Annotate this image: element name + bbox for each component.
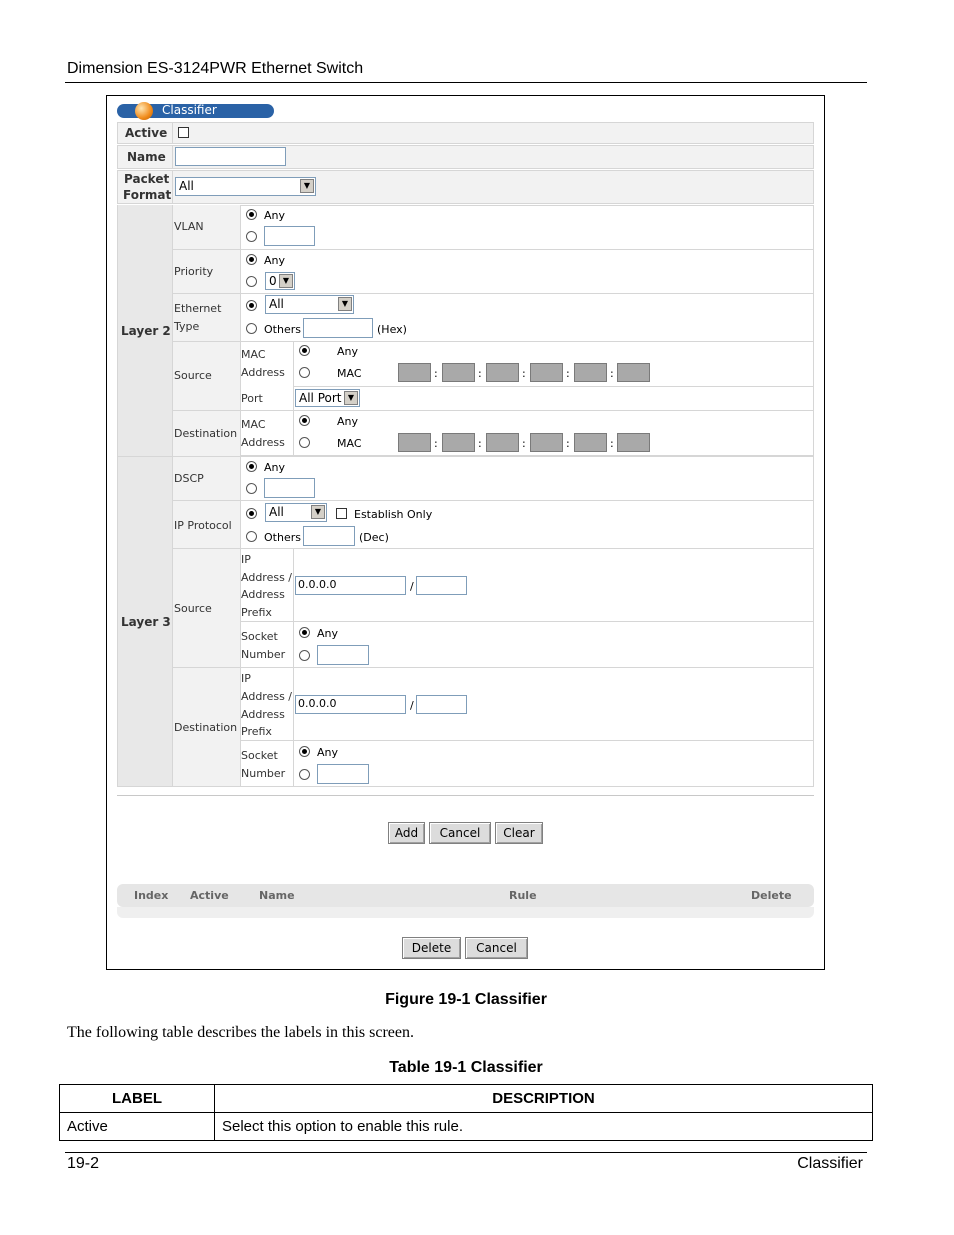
ip-protocol-value: All: [269, 505, 284, 519]
packet-format-label-1: Packet: [124, 172, 170, 186]
vlan-input[interactable]: [264, 226, 315, 246]
l2-source-mac-octet[interactable]: [486, 363, 519, 382]
packet-format-label-2: Format: [123, 188, 172, 202]
vlan-any-radio[interactable]: [246, 209, 257, 220]
packet-format-value: All: [179, 179, 194, 193]
ethernet-type-label-1: Ethernet: [174, 302, 222, 315]
l3-source-label: Source: [174, 602, 212, 615]
rule-list-body: [117, 907, 814, 918]
ip-protocol-select[interactable]: [265, 503, 327, 522]
priority-label: Priority: [174, 265, 214, 278]
col-rule: Rule: [509, 889, 537, 902]
screen-title: Classifier: [162, 103, 217, 117]
active-row: [117, 122, 814, 144]
priority-select[interactable]: [265, 272, 295, 290]
table-header-label: LABEL: [60, 1085, 215, 1113]
ip-protocol-dec-label: (Dec): [359, 531, 389, 544]
mac-separator: :: [566, 437, 570, 450]
vlan-value-radio[interactable]: [246, 231, 257, 242]
l2-destination-mac-octet[interactable]: [574, 433, 607, 452]
l3-destination-socket-value-radio[interactable]: [299, 769, 310, 780]
l2-source-any-label: Any: [337, 345, 359, 358]
l2-source-mac-radio[interactable]: [299, 367, 310, 378]
ethernet-type-hex-label: (Hex): [377, 323, 407, 336]
divider: [241, 621, 813, 622]
table-header-row: [60, 1085, 873, 1113]
l2-source-mac-octet[interactable]: [398, 363, 431, 382]
active-checkbox[interactable]: [178, 127, 189, 138]
priority-any-radio[interactable]: [246, 254, 257, 265]
divider: [173, 500, 813, 501]
divider: [293, 548, 294, 787]
l2-source-mac-octet[interactable]: [574, 363, 607, 382]
divider: [241, 740, 813, 741]
chevron-down-icon: ▼: [311, 505, 325, 519]
mac-separator: :: [522, 437, 526, 450]
l2-destination-mac-octet[interactable]: [617, 433, 650, 452]
l3-source-socket-value-radio[interactable]: [299, 650, 310, 661]
table-header-description: DESCRIPTION: [215, 1085, 873, 1113]
divider: [172, 122, 173, 144]
table-cell-description: Select this option to enable this rule.: [215, 1113, 873, 1141]
layer3-sub-label-column: [173, 457, 240, 786]
chevron-down-icon: ▼: [338, 297, 352, 311]
l2-source-mac-option: MAC: [337, 367, 362, 380]
l3-destination-socket-input[interactable]: [317, 764, 369, 784]
col-delete: Delete: [751, 889, 792, 902]
l3-destination-socket-any-label: Any: [317, 746, 339, 759]
ethernet-type-others-radio[interactable]: [246, 323, 257, 334]
mac-separator: :: [610, 367, 614, 380]
l2-source-mac-octet[interactable]: [442, 363, 475, 382]
divider: [173, 293, 813, 294]
l3-source-socket-input[interactable]: [317, 645, 369, 665]
mac-separator: :: [522, 367, 526, 380]
divider: [173, 341, 813, 342]
page-header-title: Dimension ES-3124PWR Ethernet Switch: [67, 60, 364, 77]
ip-protocol-others-radio[interactable]: [246, 531, 257, 542]
chevron-down-icon: ▼: [344, 391, 358, 405]
table-row: [60, 1113, 873, 1141]
active-label: Active: [125, 126, 168, 140]
l3-destination-socket-any-radio[interactable]: [299, 746, 310, 757]
figure-caption: Figure 19-1 Classifier: [385, 991, 547, 1008]
priority-value: 0: [269, 274, 277, 288]
chevron-down-icon: ▼: [300, 179, 314, 193]
divider: [293, 386, 813, 387]
dscp-any-label: Any: [264, 461, 286, 474]
layer2-label: Layer 2: [121, 324, 171, 338]
table-caption: Table 19-1 Classifier: [389, 1059, 543, 1076]
packet-format-select[interactable]: [175, 177, 316, 196]
l2-source-mac-label-2: Address: [241, 366, 285, 379]
mac-separator: :: [566, 367, 570, 380]
l3-source-ip-label-4: Prefix: [241, 606, 272, 619]
name-label: Name: [127, 150, 166, 164]
col-name: Name: [259, 889, 295, 902]
l2-source-mac-octet[interactable]: [530, 363, 563, 382]
l3-source-socket-label-2: Number: [241, 648, 286, 661]
l3-source-ip-input[interactable]: 0.0.0.0: [295, 576, 406, 595]
l3-destination-ip-label-2: Address /: [241, 690, 293, 703]
ip-protocol-label: IP Protocol: [174, 519, 232, 532]
l3-destination-socket-label-1: Socket: [241, 749, 278, 762]
l2-source-port-select[interactable]: [295, 389, 360, 407]
l3-source-slash: /: [410, 580, 414, 593]
divider: [172, 145, 173, 169]
l3-destination-ip-label-3: Address: [241, 708, 285, 721]
l2-destination-label: Destination: [174, 427, 238, 440]
ip-protocol-select-radio[interactable]: [246, 508, 257, 519]
orb-icon: [135, 102, 153, 120]
l3-source-prefix-input[interactable]: [416, 576, 467, 595]
l2-source-mac-octet[interactable]: [617, 363, 650, 382]
form-separator: [117, 795, 814, 796]
l2-source-any-radio[interactable]: [299, 345, 310, 356]
l2-source-mac-label-1: MAC: [241, 348, 266, 361]
vlan-label: VLAN: [174, 220, 204, 233]
l2-destination-mac-label-1: MAC: [241, 418, 266, 431]
l2-source-label: Source: [174, 369, 212, 382]
l3-destination-ip-input[interactable]: 0.0.0.0: [295, 695, 406, 714]
dscp-any-radio[interactable]: [246, 461, 257, 472]
l3-source-ip-label-2: Address /: [241, 571, 293, 584]
vlan-any-label: Any: [264, 209, 286, 222]
divider: [173, 249, 813, 250]
establish-only-checkbox[interactable]: [336, 508, 347, 519]
l3-source-socket-label-1: Socket: [241, 630, 278, 643]
header-rule: [65, 82, 867, 83]
l3-destination-ip-label-4: Prefix: [241, 725, 272, 738]
l2-destination-mac-radio[interactable]: [299, 437, 310, 448]
mac-separator: :: [610, 437, 614, 450]
mac-separator: :: [478, 367, 482, 380]
ip-protocol-others-label: Others: [264, 531, 301, 544]
divider: [293, 341, 294, 456]
l2-destination-mac-octet[interactable]: [486, 433, 519, 452]
l3-destination-ip-label-1: IP: [241, 672, 251, 685]
l3-destination-slash: /: [410, 699, 414, 712]
priority-value-radio[interactable]: [246, 276, 257, 287]
divider: [173, 667, 813, 668]
clear-button[interactable]: Clear: [495, 822, 543, 844]
add-button[interactable]: Add: [388, 822, 425, 844]
l2-destination-any-radio[interactable]: [299, 415, 310, 426]
dscp-input[interactable]: [264, 478, 315, 498]
l2-destination-mac-label-2: Address: [241, 436, 285, 449]
mac-separator: :: [434, 437, 438, 450]
l3-source-socket-any-label: Any: [317, 627, 339, 640]
body-paragraph: The following table describes the labels in this screen.: [67, 1024, 415, 1041]
l3-source-socket-any-radio[interactable]: [299, 627, 310, 638]
mac-separator: :: [478, 437, 482, 450]
ethernet-type-others-label: Others: [264, 323, 301, 336]
ethernet-type-label-2: Type: [174, 320, 200, 333]
cancel-button[interactable]: Cancel: [429, 822, 491, 844]
l3-destination-prefix-input[interactable]: [416, 695, 467, 714]
ip-protocol-input[interactable]: [303, 526, 355, 546]
l3-destination-socket-label-2: Number: [241, 767, 286, 780]
ethernet-type-select-radio[interactable]: [246, 300, 257, 311]
l2-destination-mac-option: MAC: [337, 437, 362, 450]
l3-source-ip-label-3: Address: [241, 588, 285, 601]
l2-source-port-label: Port: [241, 392, 263, 405]
establish-only-label: Establish Only: [354, 508, 433, 521]
l2-destination-mac-octet[interactable]: [530, 433, 563, 452]
l2-source-port-value: All Port: [299, 391, 342, 405]
col-active: Active: [190, 889, 229, 902]
footer-section: Classifier: [797, 1155, 863, 1172]
list-cancel-button[interactable]: Cancel: [465, 937, 528, 959]
footer-rule: [65, 1152, 867, 1153]
label-description-table: [59, 1084, 873, 1141]
l3-destination-label: Destination: [174, 721, 238, 734]
divider: [173, 410, 813, 411]
delete-button[interactable]: Delete: [402, 937, 461, 959]
footer-page-number: 19-2: [67, 1155, 100, 1172]
layer3-label: Layer 3: [121, 615, 171, 629]
col-index: Index: [134, 889, 169, 902]
ethernet-type-input[interactable]: [303, 318, 373, 338]
name-input[interactable]: [175, 147, 286, 166]
priority-any-label: Any: [264, 254, 286, 267]
l3-source-ip-label-1: IP: [241, 553, 251, 566]
dscp-value-radio[interactable]: [246, 483, 257, 494]
table-cell-label: Active: [60, 1113, 215, 1141]
l2-destination-any-label: Any: [337, 415, 359, 428]
chevron-down-icon: ▼: [279, 274, 293, 288]
mac-separator: :: [434, 367, 438, 380]
divider: [173, 548, 813, 549]
ethernet-type-select[interactable]: [265, 295, 354, 314]
ethernet-type-value: All: [269, 297, 284, 311]
l2-destination-mac-octet[interactable]: [442, 433, 475, 452]
divider: [172, 170, 173, 204]
dscp-label: DSCP: [174, 472, 204, 485]
l2-destination-mac-octet[interactable]: [398, 433, 431, 452]
